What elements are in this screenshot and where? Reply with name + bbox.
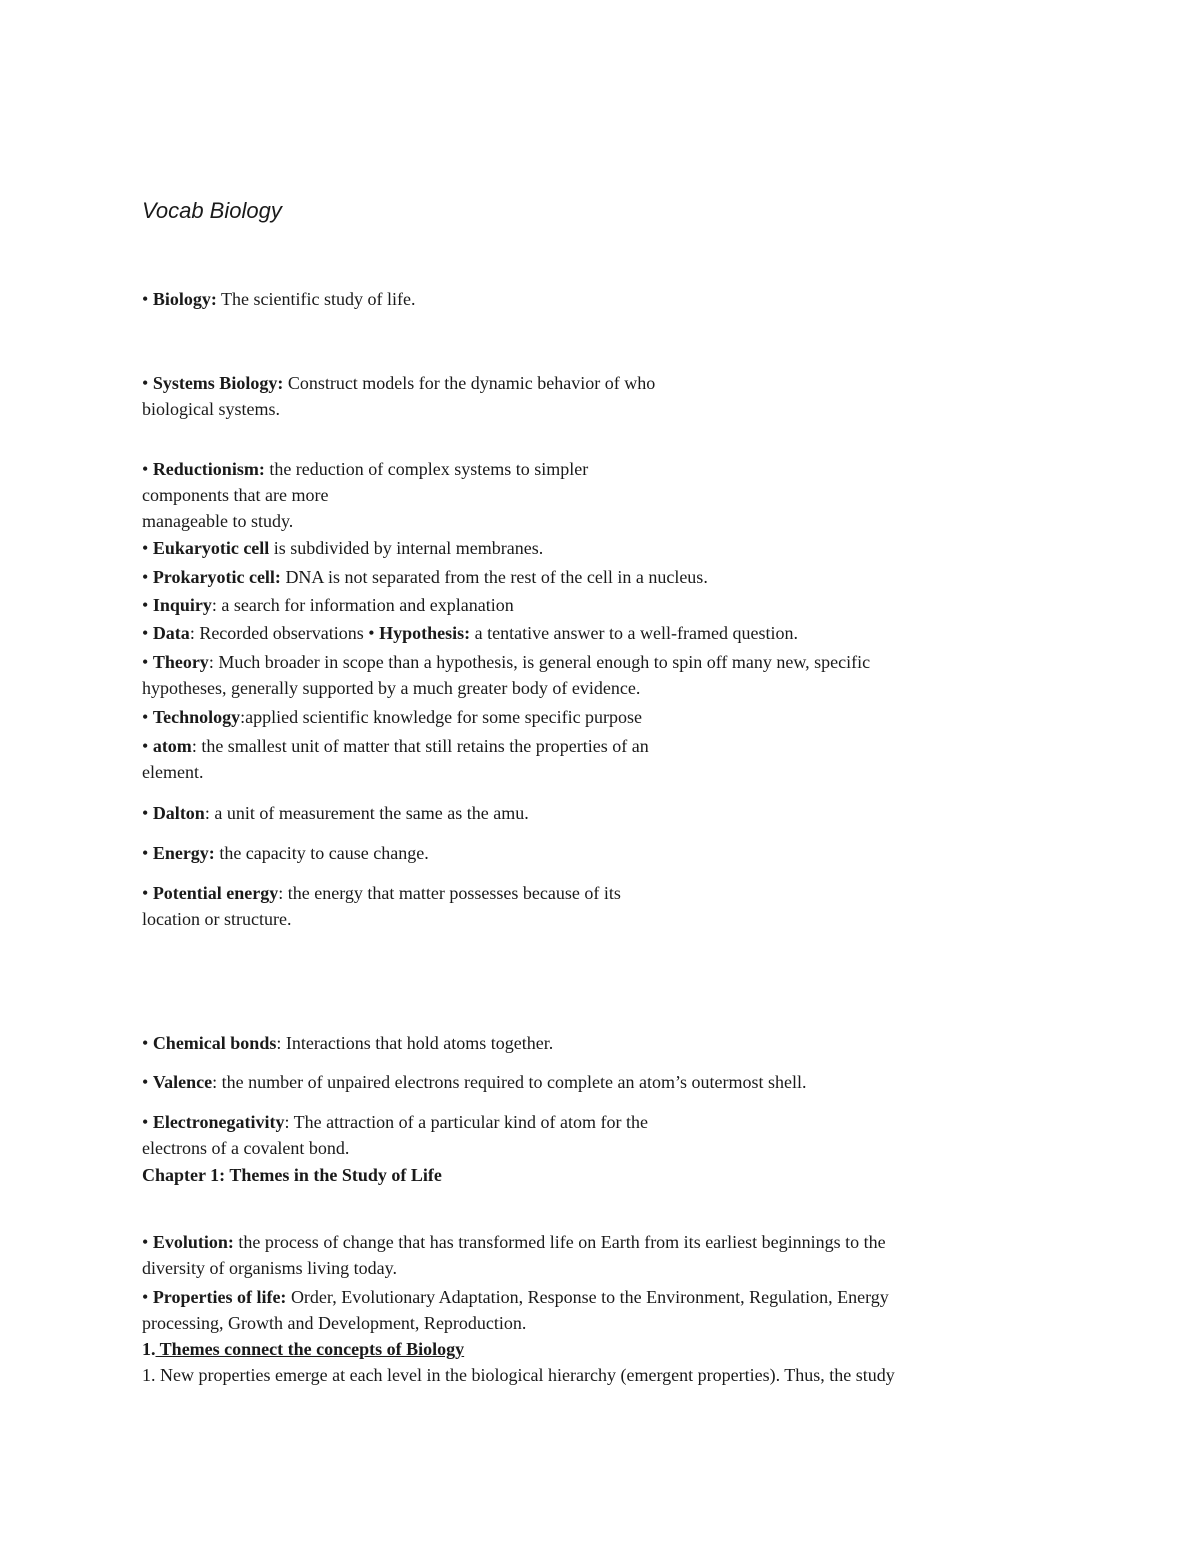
term: Eukaryotic cell	[152, 538, 270, 558]
bullet: •	[142, 567, 149, 587]
definition: : Recorded observations	[189, 623, 369, 643]
bullet: •	[142, 1072, 149, 1092]
term: Theory	[152, 652, 209, 672]
bullet: •	[142, 803, 149, 823]
entry-energy	[142, 841, 429, 865]
entry-atom	[142, 734, 649, 758]
body-text-line: 1. New properties emerge at each level in the biological hierarchy (emergent properties). Thus, the study	[142, 1365, 895, 1385]
section-heading-text: Themes connect the concepts of Biology	[155, 1339, 465, 1359]
bullet: •	[142, 459, 149, 479]
section-heading	[142, 1337, 464, 1361]
term: Technology	[152, 707, 241, 727]
term: Properties of life:	[152, 1287, 287, 1307]
bullet: •	[142, 1232, 149, 1252]
entry-systems-biology	[142, 371, 655, 395]
definition: the process of change that has transformed life on Earth from its earliest beginnings to the	[233, 1232, 886, 1252]
bullet: •	[142, 373, 149, 393]
entry-properties-of-life-cont: processing, Growth and Development, Reproduction.	[142, 1313, 527, 1333]
definition: The scientific study of life.	[216, 289, 416, 309]
term: Valence	[152, 1072, 213, 1092]
definition: :applied scientific knowledge for some specific purpose	[240, 707, 643, 727]
bullet: •	[142, 843, 149, 863]
definition: the reduction of complex systems to simpler	[264, 459, 589, 479]
term: Energy:	[152, 843, 215, 863]
bullet: •	[142, 883, 149, 903]
term: Electronegativity	[152, 1112, 285, 1132]
bullet: •	[142, 736, 149, 756]
entry-properties-of-life	[142, 1285, 889, 1309]
section-number: 1.	[142, 1339, 156, 1359]
entry-electronegativity	[142, 1110, 648, 1134]
term: Data	[152, 623, 190, 643]
definition: : Interactions that hold atoms together.	[276, 1033, 554, 1053]
definition: : the number of unpaired electrons required to complete an atom’s outermost shell.	[212, 1072, 807, 1092]
entry-atom-cont: element.	[142, 762, 204, 782]
bullet: •	[142, 538, 149, 558]
bullet: •	[142, 595, 149, 615]
bullet: •	[142, 289, 149, 309]
entry-theory	[142, 650, 870, 674]
term: Systems Biology:	[152, 373, 284, 393]
entry-electronegativity-cont: electrons of a covalent bond.	[142, 1138, 350, 1158]
term: Hypothesis:	[379, 623, 471, 643]
bullet: •	[142, 623, 149, 643]
entry-valence	[142, 1070, 806, 1094]
entry-reductionism-cont-2: manageable to study.	[142, 511, 294, 531]
bullet: •	[142, 1112, 149, 1132]
bullet: •	[368, 623, 375, 643]
entry-chemical-bonds	[142, 1031, 553, 1055]
term: Reductionism:	[152, 459, 265, 479]
entry-potential-energy	[142, 881, 621, 905]
bullet: •	[142, 707, 149, 727]
entry-data-hypothesis	[142, 621, 798, 645]
definition: : the smallest unit of matter that still retains the properties of an	[191, 736, 649, 756]
term: atom	[152, 736, 192, 756]
term: Dalton	[152, 803, 205, 823]
entry-inquiry	[142, 593, 514, 617]
entry-technology	[142, 705, 642, 729]
definition: : Much broader in scope than a hypothesis, is general enough to spin off many new, specific	[208, 652, 871, 672]
term: Prokaryotic cell:	[152, 567, 281, 587]
entry-theory-cont: hypotheses, generally supported by a much greater body of evidence.	[142, 678, 641, 698]
term: Chemical bonds	[152, 1033, 277, 1053]
entry-eukaryotic-cell	[142, 536, 543, 560]
entry-prokaryotic-cell	[142, 565, 708, 589]
term: Evolution:	[152, 1232, 234, 1252]
entry-evolution-cont: diversity of organisms living today.	[142, 1258, 397, 1278]
chapter-heading	[142, 1163, 442, 1187]
term: Biology:	[152, 289, 217, 309]
definition: : a unit of measurement the same as the amu.	[204, 803, 529, 823]
entry-systems-biology-cont: biological systems.	[142, 399, 280, 419]
definition: Order, Evolutionary Adaptation, Response to the Environment, Regulation, Energy	[286, 1287, 889, 1307]
entry-biology	[142, 287, 415, 311]
chapter-heading-text: Chapter 1: Themes in the Study of Life	[142, 1165, 442, 1185]
definition: the capacity to cause change.	[214, 843, 429, 863]
entry-reductionism	[142, 457, 588, 481]
entry-reductionism-cont-1: components that are more	[142, 485, 329, 505]
entry-potential-energy-cont: location or structure.	[142, 909, 292, 929]
document-title: Vocab Biology	[142, 198, 282, 223]
definition: : a search for information and explanation	[211, 595, 514, 615]
bullet: •	[142, 1033, 149, 1053]
entry-evolution	[142, 1230, 886, 1254]
term: Inquiry	[152, 595, 212, 615]
definition: : the energy that matter possesses because of its	[278, 883, 621, 903]
bullet: •	[142, 1287, 149, 1307]
entry-dalton	[142, 801, 529, 825]
definition: : The attraction of a particular kind of atom for the	[284, 1112, 648, 1132]
definition: is subdivided by internal membranes.	[269, 538, 544, 558]
bullet: •	[142, 652, 149, 672]
definition: DNA is not separated from the rest of the cell in a nucleus.	[280, 567, 708, 587]
definition: Construct models for the dynamic behavior of who	[283, 373, 656, 393]
definition: a tentative answer to a well-framed question.	[470, 623, 798, 643]
term: Potential energy	[152, 883, 279, 903]
